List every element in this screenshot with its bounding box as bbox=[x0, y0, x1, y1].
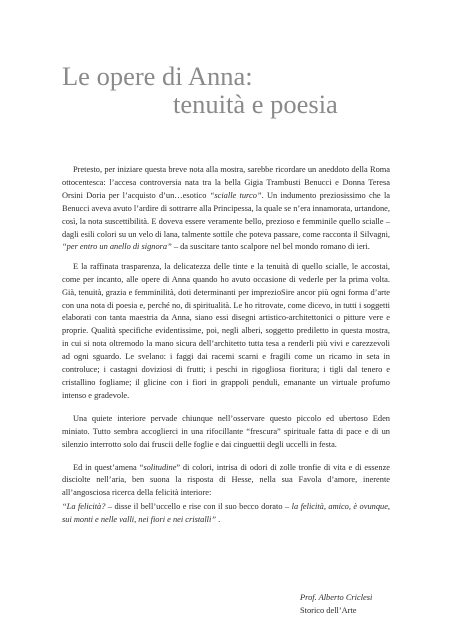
paragraph-3: Una quiete interiore pervade chiunque nell’osservare questo piccolo ed ubertoso Eden miniato. Tutto sembra accoglierci in una rifocillante “frescura” spirituale fatta di pace e di un silenzio interrotto solo dai fruscii delle foglie e dai cinguettii degli uccelli in festa. bbox=[62, 413, 390, 449]
p4-text-b: ” di colori, intrisa di odori di zolle tronfie di vita e di essenze disciolte nell’aria, ben suona la risposta di Hesse, nella sua Favola d’amore, inerente all’angosciosa ricerca della felicità interiore: bbox=[62, 462, 391, 498]
hesse-quote bbox=[62, 501, 390, 527]
p1-italic-scialle: “scialle turco” bbox=[209, 190, 262, 200]
title-line-2: tenuità e poesia bbox=[173, 89, 338, 119]
quote-italic-b: la felicità, amico, è ovunque, sui monti e nelle valli, nei fiori e nei cristalli” bbox=[62, 501, 391, 524]
p1-italic-anello: “per entro un anello di signora” bbox=[62, 242, 172, 252]
paragraph-4 bbox=[62, 462, 390, 501]
p1-text-b: . Un indumento preziosissimo che la Benucci aveva avuto l’ardire di sottrarre alla Principessa, la quale se n’era innamorata, urtandone, così, la nota suscettibilità. E doveva essere veramente bello, prezioso e femminile quello scialle – dagli esili colori su un velo di lana, talmente sottile che poteva passare, come racconta il Silvagni, bbox=[62, 190, 390, 239]
paragraph-2: E la raffinata trasparenza, la delicatezza delle tinte e la tenuità di quello scialle, le accostai, come per incanto, alle opere di Anna quando ho avuto occasione di vederle per la prima volta. Già, tenuità, grazia e femminilità, doti determinanti per imprezioSire ancor più ogni forma d’arte con una nota di poesia e, perché no, di spiritualità. Le ho ritrovate, come dicevo, in tutti i soggetti elaborati con tanta maestria da Anna, siano essi disegni artistico-architettonici o pitture vere e proprie. Qualità specifiche evidentissime, poi, negli alberi, soggetto prediletto in questa mostra, in cui si nota oltremodo la mano sicura dell’architetto tutta tesa a renderli più vivi e carezzevoli ad ogni sguardo. Le svelano: i faggi dai racemi scarni e fragili come un ricamo in seta in controluce; i castagni doviziosi di frutti; i peschi in rigogliosa fioritura; i tigli dal tenero e cristallino fogliame; il glicine con i fiori in grappoli penduli, emanante un virtuale profumo intenso e gradevole. bbox=[62, 261, 390, 400]
author-role: Storico dell’Arte bbox=[300, 606, 357, 615]
author-signature bbox=[300, 591, 372, 617]
p1-text-a: Pretesto, per iniziare questa breve nota alla mostra, sarebbe ricordare un aneddoto della Roma ottocentesca: l’accesa controversia nata tra la bella Gigia Trambusti Benucci e Donna Teresa Orsini Doria per l’acquisto d’un…esotico bbox=[62, 165, 390, 200]
page-title bbox=[62, 62, 402, 118]
quote-text-b: . bbox=[216, 514, 221, 524]
p4-italic-solitudine: solitudine bbox=[143, 462, 177, 472]
quote-italic-a: “La felicità? bbox=[62, 501, 106, 511]
title-line-1: Le opere di Anna: bbox=[62, 61, 253, 91]
p4-text-a: Ed in quest’amena “ bbox=[73, 462, 144, 472]
quote-text-a: – disse il bell’uccello e rise con il suo becco dorato – bbox=[105, 501, 292, 511]
article-body bbox=[62, 164, 390, 533]
p1-text-c: – da suscitare tanto scalpore nel bel mondo romano di ieri. bbox=[171, 242, 370, 252]
paragraph-1 bbox=[62, 164, 390, 254]
author-name: Prof. Alberto Criclesi bbox=[300, 593, 373, 602]
